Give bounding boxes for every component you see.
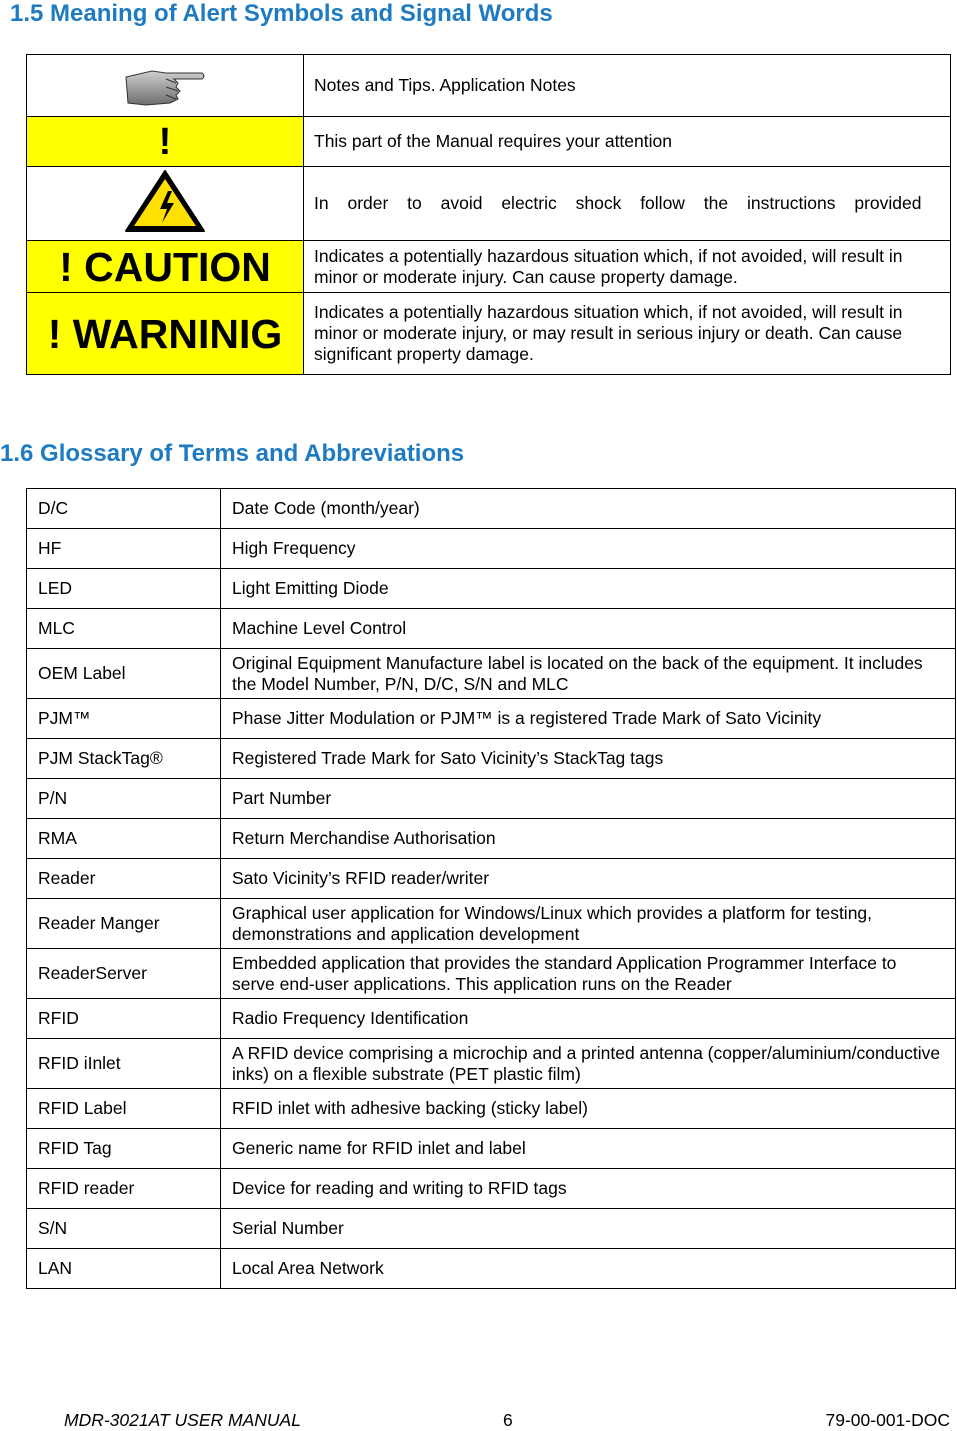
glossary-definition: Registered Trade Mark for Sato Vicinity’s StackTag tags — [221, 739, 956, 779]
glossary-term: RFID — [27, 999, 221, 1039]
alert-row-electric-shock — [27, 167, 951, 241]
glossary-definition: Device for reading and writing to RFID tags — [221, 1169, 956, 1209]
electric-shock-warning-icon — [122, 167, 208, 235]
glossary-term: RFID iInlet — [27, 1039, 221, 1089]
table-row — [27, 739, 956, 779]
glossary-term: RMA — [27, 819, 221, 859]
glossary-term: Reader Manger — [27, 899, 221, 949]
pointing-hand-icon — [122, 55, 208, 111]
glossary-definition: Date Code (month/year) — [221, 489, 956, 529]
glossary-term: RFID Tag — [27, 1129, 221, 1169]
glossary-term: HF — [27, 529, 221, 569]
glossary-definition: High Frequency — [221, 529, 956, 569]
glossary-term: ReaderServer — [27, 949, 221, 999]
table-row — [27, 859, 956, 899]
table-row — [27, 1169, 956, 1209]
table-row — [27, 529, 956, 569]
glossary-definition: Graphical user application for Windows/Linux which provides a platform for testing, demonstrations and application development — [221, 899, 956, 949]
table-row — [27, 699, 956, 739]
glossary-term: MLC — [27, 609, 221, 649]
alert-desc: Indicates a potentially hazardous situation which, if not avoided, will result in minor or moderate injury. Can cause property damage. — [304, 241, 951, 293]
glossary-definition: Part Number — [221, 779, 956, 819]
glossary-definition: RFID inlet with adhesive backing (sticky label) — [221, 1089, 956, 1129]
warning-signal-word: ! WARNINIG — [47, 310, 283, 357]
glossary-definition: Serial Number — [221, 1209, 956, 1249]
glossary-term: LED — [27, 569, 221, 609]
table-row — [27, 1209, 956, 1249]
table-row — [27, 489, 956, 529]
alert-row-attention — [27, 117, 951, 167]
glossary-definition: Return Merchandise Authorisation — [221, 819, 956, 859]
section-heading-alert-symbols: 1.5 Meaning of Alert Symbols and Signal Words — [10, 0, 553, 27]
glossary-definition: Phase Jitter Modulation or PJM™ is a registered Trade Mark of Sato Vicinity — [221, 699, 956, 739]
table-row — [27, 819, 956, 859]
table-row — [27, 1039, 956, 1089]
table-row — [27, 609, 956, 649]
glossary-term: OEM Label — [27, 649, 221, 699]
alert-desc: Indicates a potentially hazardous situation which, if not avoided, will result in minor or moderate injury, or may result in serious injury or death. Can cause significant property damage. — [304, 293, 951, 375]
footer-doc-number: 79-00-001-DOC — [825, 1410, 950, 1430]
table-row — [27, 999, 956, 1039]
glossary-term: LAN — [27, 1249, 221, 1289]
table-row — [27, 949, 956, 999]
alert-desc: Notes and Tips. Application Notes — [304, 55, 951, 117]
footer-manual-title: MDR-3021AT USER MANUAL — [64, 1410, 301, 1430]
glossary-definition: Local Area Network — [221, 1249, 956, 1289]
table-row — [27, 779, 956, 819]
table-row — [27, 1089, 956, 1129]
glossary-table — [26, 488, 956, 1289]
glossary-term: RFID reader — [27, 1169, 221, 1209]
table-row — [27, 1249, 956, 1289]
section-heading-glossary: 1.6 Glossary of Terms and Abbreviations — [0, 440, 465, 467]
alert-row-notes — [27, 55, 951, 117]
table-row — [27, 899, 956, 949]
alert-desc: In order to avoid electric shock follow the instructions provided — [304, 167, 951, 241]
glossary-term: PJM™ — [27, 699, 221, 739]
glossary-definition: Sato Vicinity’s RFID reader/writer — [221, 859, 956, 899]
glossary-term: P/N — [27, 779, 221, 819]
table-row — [27, 569, 956, 609]
glossary-definition: Radio Frequency Identification — [221, 999, 956, 1039]
glossary-term: RFID Label — [27, 1089, 221, 1129]
alert-symbols-table — [26, 54, 951, 375]
glossary-definition: Original Equipment Manufacture label is located on the back of the equipment. It includes the Model Number, P/N, D/C, S/N and MLC — [221, 649, 956, 699]
alert-row-caution — [27, 241, 951, 293]
glossary-term: PJM StackTag® — [27, 739, 221, 779]
alert-desc: This part of the Manual requires your attention — [304, 117, 951, 167]
alert-row-warning — [27, 293, 951, 375]
glossary-term: S/N — [27, 1209, 221, 1249]
glossary-definition: Light Emitting Diode — [221, 569, 956, 609]
glossary-definition: Embedded application that provides the standard Application Programmer Interface to serve end-user applications. This application runs on the Reader — [221, 949, 956, 999]
caution-signal-word: ! CAUTION — [59, 243, 271, 290]
glossary-term: Reader — [27, 859, 221, 899]
attention-symbol: ! — [158, 120, 172, 163]
glossary-term: D/C — [27, 489, 221, 529]
table-row — [27, 1129, 956, 1169]
table-row — [27, 649, 956, 699]
glossary-definition: Machine Level Control — [221, 609, 956, 649]
glossary-definition: Generic name for RFID inlet and label — [221, 1129, 956, 1169]
footer-page-number: 6 — [503, 1410, 513, 1430]
glossary-definition: A RFID device comprising a microchip and a printed antenna (copper/aluminium/conductive inks) on a flexible substrate (PET plastic film) — [221, 1039, 956, 1089]
